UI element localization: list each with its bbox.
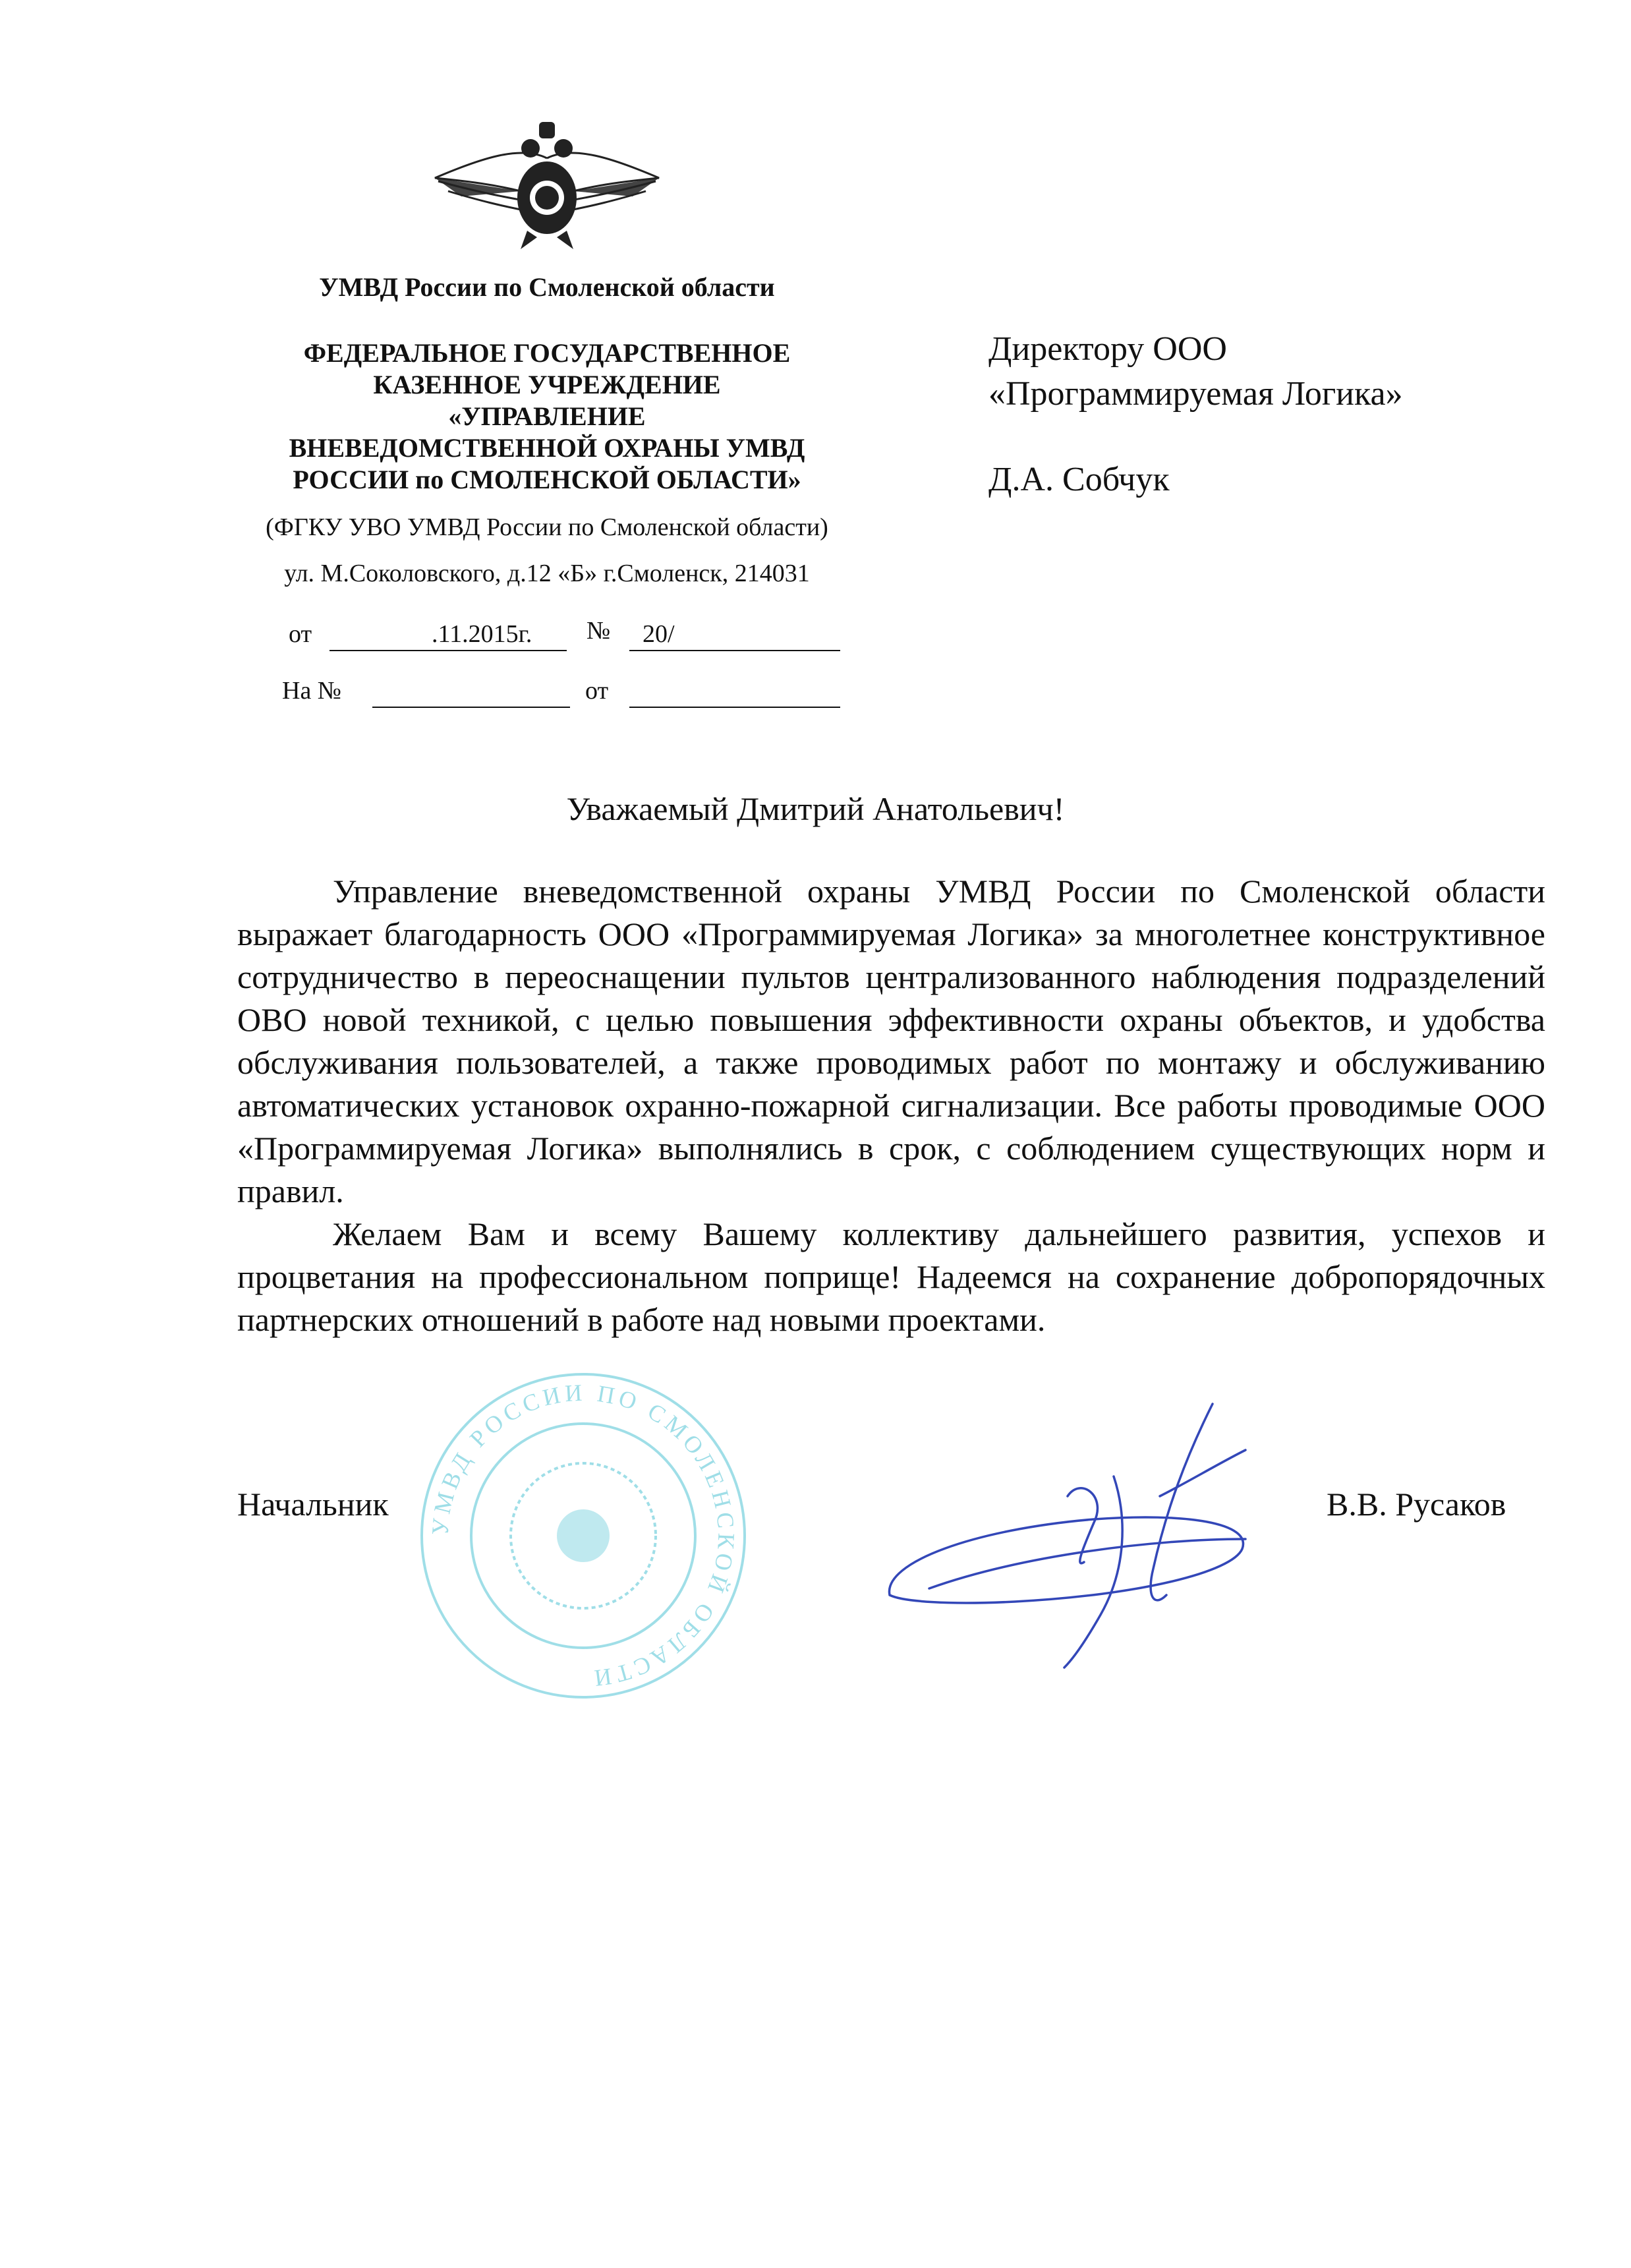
salutation: Уважаемый Дмитрий Анатольевич!	[566, 790, 1065, 827]
ref-number-underline	[372, 707, 570, 708]
organization-address: ул. М.Соколовского, д.12 «Б» г.Смоленск, 214031	[284, 560, 810, 587]
recipient-name: Д.А. Собчук	[988, 461, 1170, 498]
body-paragraph: Желаем Вам и всему Вашему коллективу дальнейшего развития, успехов и процветания на профессиональном поприще! Надеемся на сохранение добропорядочных партнерских отношений в работе над новыми проектами.	[237, 1215, 1545, 1338]
recipient-company: «Программируемая Логика»	[988, 375, 1403, 413]
date-value: .11.2015г.	[432, 620, 532, 648]
stamp-text: УМВД РОССИИ ПО СМОЛЕНСКОЙ ОБЛАСТИ	[426, 1379, 740, 1693]
ref-date-underline	[629, 707, 840, 708]
letter-body	[237, 870, 1545, 1341]
org-name-line: ФЕДЕРАЛЬНОЕ ГОСУДАРСТВЕННОЕ	[303, 338, 791, 368]
organization-short-name: УМВД России по Смоленской области	[319, 272, 775, 302]
ref-number-label: На №	[282, 677, 342, 705]
org-name-line: КАЗЕННОЕ УЧРЕЖДЕНИЕ	[373, 370, 721, 399]
ref-from-label: от	[585, 677, 609, 705]
number-value: 20/	[643, 620, 675, 648]
round-seal-stamp-icon	[412, 1364, 755, 1707]
number-underline	[629, 650, 840, 651]
org-name-line: ВНЕВЕДОМСТВЕННОЙ ОХРАНЫ УМВД	[289, 433, 805, 463]
org-name-line: «УПРАВЛЕНИЕ	[448, 401, 646, 431]
date-underline	[329, 650, 567, 651]
signatory-role: Начальник	[237, 1486, 389, 1523]
organization-abbreviation: (ФГКУ УВО УМВД России по Смоленской области)	[266, 513, 828, 541]
body-paragraph: Управление вневедомственной охраны УМВД России по Смоленской области выражает благодарность ООО «Программируемая Логика» за многолетнее конструктивное сотрудничество в переоснащении пультов централизованного наблюдения подразделений ОВО новой техникой, с целью повышения эффективности охраны объектов, и удобства обслуживания пользователей, а также проводимых работ по монтажу и обслуживанию автоматических установок охранно-пожарной сигнализации. Все работы проводимые ООО «Программируемая Логика» выполнялись в срок, с соблюдением существующих норм и правил.	[237, 873, 1545, 1209]
number-label: №	[587, 617, 611, 645]
org-name-line: РОССИИ по СМОЛЕНСКОЙ ОБЛАСТИ»	[293, 465, 801, 494]
from-label: от	[289, 620, 312, 648]
double-headed-eagle-emblem-icon	[422, 119, 672, 250]
handwritten-signature-icon	[876, 1397, 1272, 1674]
signatory-name: В.В. Русаков	[1327, 1486, 1506, 1523]
recipient-title: Директору ООО	[988, 330, 1227, 368]
organization-full-name	[217, 337, 876, 496]
